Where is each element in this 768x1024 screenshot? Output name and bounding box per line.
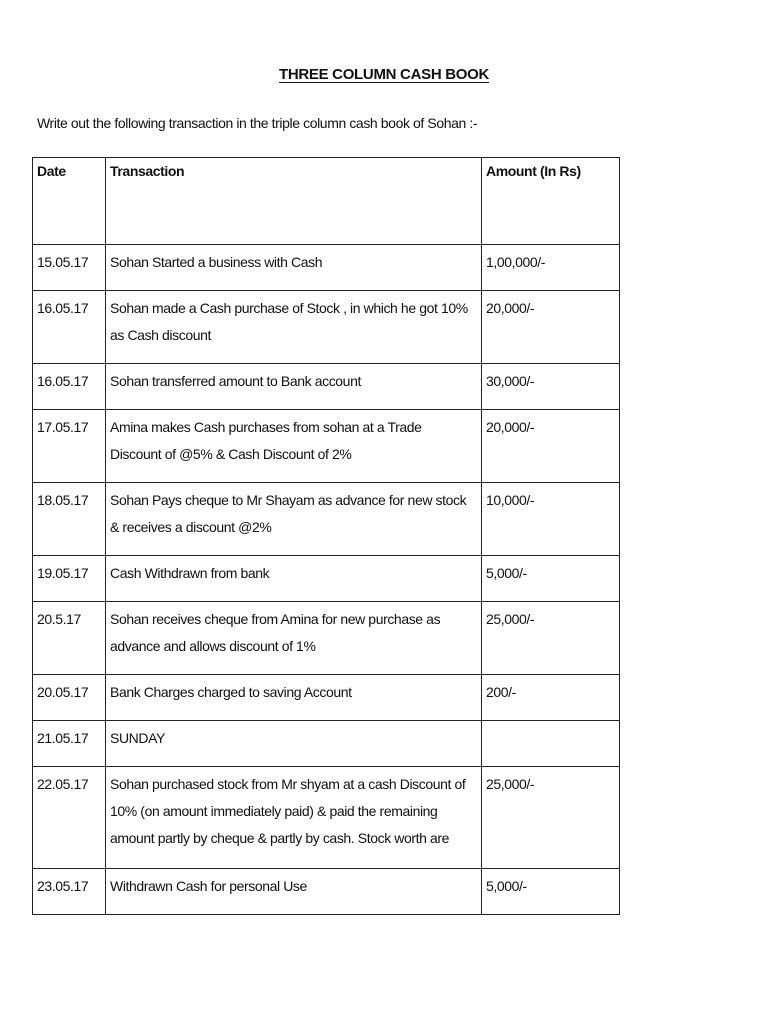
- cell-transaction: Sohan transferred amount to Bank account: [106, 364, 482, 410]
- cell-date: 22.05.17: [33, 767, 106, 869]
- cell-transaction: SUNDAY: [106, 721, 482, 767]
- document-title-text: THREE COLUMN CASH BOOK: [278, 66, 490, 83]
- cell-amount: 25,000/-: [482, 602, 620, 675]
- cell-amount: 1,00,000/-: [482, 245, 620, 291]
- table-row: [33, 410, 620, 483]
- table-row: [33, 869, 620, 915]
- transactions-table: [32, 157, 620, 915]
- cell-date: 20.5.17: [33, 602, 106, 675]
- cell-amount: 5,000/-: [482, 556, 620, 602]
- cell-amount: 30,000/-: [482, 364, 620, 410]
- cell-amount: 5,000/-: [482, 869, 620, 915]
- table-row: [33, 602, 620, 675]
- cell-amount: 200/-: [482, 675, 620, 721]
- cell-amount: [482, 721, 620, 767]
- cell-transaction: Sohan Pays cheque to Mr Shayam as advance for new stock & receives a discount @2%: [106, 483, 482, 556]
- cell-date: 19.05.17: [33, 556, 106, 602]
- cell-transaction: Amina makes Cash purchases from sohan at a Trade Discount of @5% & Cash Discount of 2%: [106, 410, 482, 483]
- instruction-text: Write out the following transaction in the triple column cash book of Sohan :-: [37, 115, 478, 131]
- cell-amount: 25,000/-: [482, 767, 620, 869]
- table-row: [33, 675, 620, 721]
- cell-date: 17.05.17: [33, 410, 106, 483]
- header-transaction: Transaction: [106, 158, 482, 245]
- cell-amount: 10,000/-: [482, 483, 620, 556]
- cell-transaction: Cash Withdrawn from bank: [106, 556, 482, 602]
- cell-transaction: Sohan Started a business with Cash: [106, 245, 482, 291]
- cell-transaction: Bank Charges charged to saving Account: [106, 675, 482, 721]
- cell-transaction: Sohan receives cheque from Amina for new purchase as advance and allows discount of 1%: [106, 602, 482, 675]
- cell-transaction: Sohan made a Cash purchase of Stock , in which he got 10% as Cash discount: [106, 291, 482, 364]
- cell-date: 20.05.17: [33, 675, 106, 721]
- cell-transaction: Sohan purchased stock from Mr shyam at a cash Discount of 10% (on amount immediately paid) & paid the remaining amount partly by cheque & partly by cash. Stock worth are: [106, 767, 482, 869]
- table-row: [33, 721, 620, 767]
- cell-date: 18.05.17: [33, 483, 106, 556]
- table-row: [33, 556, 620, 602]
- cell-date: 23.05.17: [33, 869, 106, 915]
- table-header-row: [33, 158, 620, 245]
- table-row: [33, 364, 620, 410]
- table-row: [33, 483, 620, 556]
- cell-amount: 20,000/-: [482, 410, 620, 483]
- cell-amount: 20,000/-: [482, 291, 620, 364]
- header-date: Date: [33, 158, 106, 245]
- table-row: [33, 291, 620, 364]
- header-amount: Amount (In Rs): [482, 158, 620, 245]
- cell-date: 15.05.17: [33, 245, 106, 291]
- cell-date: 16.05.17: [33, 364, 106, 410]
- cell-transaction: Withdrawn Cash for personal Use: [106, 869, 482, 915]
- cell-date: 16.05.17: [33, 291, 106, 364]
- cell-date: 21.05.17: [33, 721, 106, 767]
- table-row: [33, 245, 620, 291]
- table-row: [33, 767, 620, 869]
- document-title: [0, 66, 768, 83]
